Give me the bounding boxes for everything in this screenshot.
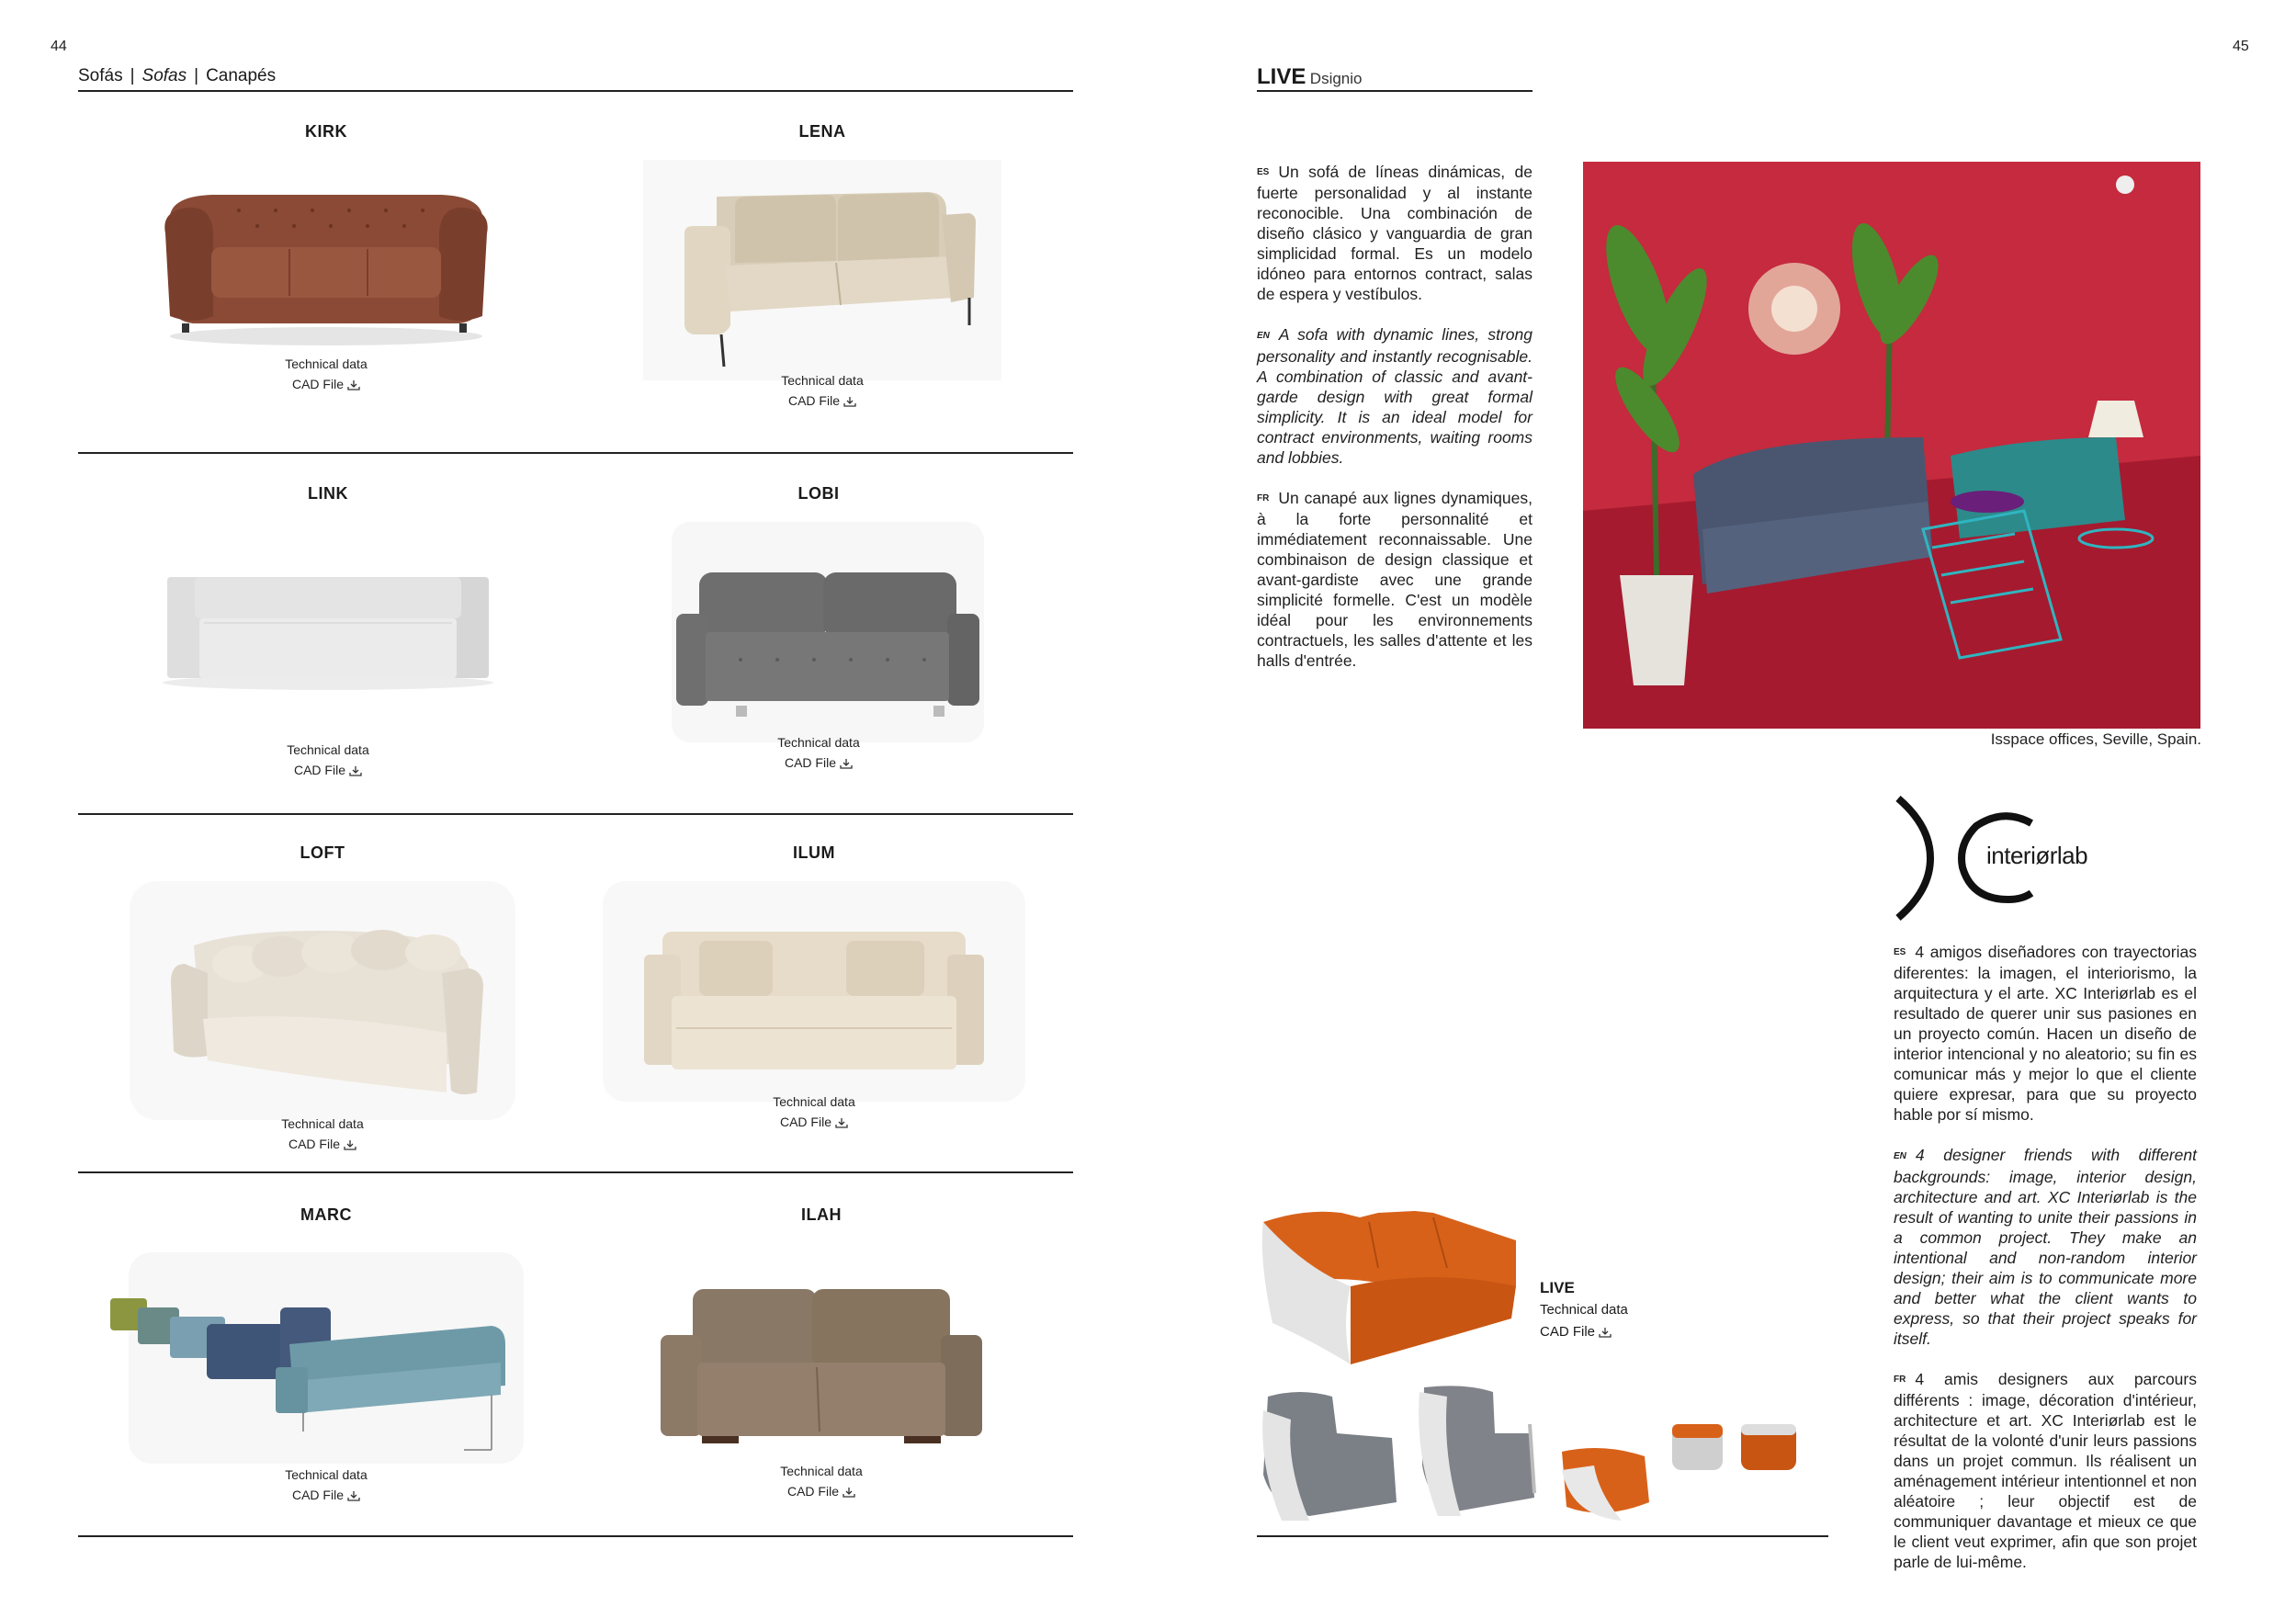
product-ilah bbox=[592, 1205, 1051, 1499]
live-en-text: A sofa with dynamic lines, strong personality and instantly recognisable. A combination of classic and avant-garde design with great formal simplicity. It is an ideal model for contract environments, waiting rooms and lobbies. bbox=[1257, 325, 1533, 467]
live-title: LIVE bbox=[1257, 64, 1306, 89]
download-icon bbox=[843, 396, 856, 407]
live-armchairs-photo bbox=[1254, 1383, 1824, 1530]
live-sofa-photo bbox=[1250, 1185, 1525, 1378]
cad-file-link[interactable] bbox=[593, 393, 1052, 408]
technical-data-link[interactable]: Technical data bbox=[781, 373, 864, 388]
cad-file-link[interactable] bbox=[98, 763, 558, 777]
download-icon bbox=[344, 1139, 356, 1150]
cad-file-label: CAD File bbox=[291, 1488, 344, 1502]
live-fr-text: Un canapé aux lignes dynamiques, à la forte personnalité et immédiatement reconnaissable. Une combinaison de design classique et avant-gardiste avec une grande simplicité formelle. C'est un modèle idéal pour les environnements contractuels, les salles d'attente et les halls d'entrée. bbox=[1257, 488, 1533, 671]
row-divider bbox=[78, 1171, 1073, 1173]
technical-data-link[interactable]: Technical data bbox=[780, 1464, 863, 1478]
product-name: MARC bbox=[300, 1205, 352, 1224]
xc-es-paragraph bbox=[1894, 942, 2197, 1125]
page-number-right: 45 bbox=[2233, 39, 2249, 54]
xc-fr-paragraph bbox=[1894, 1369, 2197, 1572]
room-photo bbox=[1583, 162, 2200, 729]
product-link bbox=[98, 484, 558, 777]
sofa-ilah-photo bbox=[638, 1243, 1005, 1464]
download-icon bbox=[347, 379, 360, 390]
section-header bbox=[78, 66, 1073, 92]
row-divider bbox=[78, 813, 1073, 815]
cad-file-link[interactable] bbox=[592, 1484, 1051, 1499]
separator: | bbox=[130, 66, 135, 85]
sofa-ilum-photo bbox=[603, 881, 1025, 1102]
cad-file-link[interactable] bbox=[93, 1137, 552, 1151]
lang-tag-en: EN bbox=[1257, 330, 1270, 341]
cad-file-link[interactable] bbox=[589, 755, 1048, 770]
section-fr: Canapés bbox=[206, 66, 277, 85]
sofa-kirk-photo bbox=[147, 160, 505, 353]
download-icon bbox=[843, 1487, 855, 1498]
section-en: Sofas bbox=[141, 66, 187, 85]
sofa-lobi-photo bbox=[630, 522, 1007, 742]
product-ilum bbox=[584, 843, 1044, 1129]
download-icon bbox=[1599, 1327, 1612, 1338]
xc-es-text: 4 amigos diseñadores con trayectorias diferentes: la imagen, el interiorismo, la arquitectura y el arte. XC Interiørlab es el resultado de querer unir sus pasiones en un proyecto común. Hacen un diseño de interior intencional y no aleatorio; su fin es comunicar más y mejor lo que el cliente quiere expresar, para que su proyecto hable por sí mismo. bbox=[1894, 943, 2197, 1125]
download-icon bbox=[349, 765, 362, 776]
lang-tag-es: ES bbox=[1257, 167, 1270, 178]
cad-file-label: CAD File bbox=[291, 377, 344, 391]
sofa-lena-photo bbox=[643, 160, 1001, 380]
technical-data-link[interactable]: Technical data bbox=[1540, 1302, 1628, 1318]
xc-logo-text: interiørlab bbox=[1986, 842, 2088, 869]
live-header bbox=[1257, 64, 1533, 92]
product-kirk bbox=[96, 122, 556, 391]
product-name: LENA bbox=[798, 122, 846, 141]
live-fr-paragraph bbox=[1257, 488, 1533, 671]
product-name: ILUM bbox=[793, 843, 835, 862]
lang-tag-es: ES bbox=[1894, 947, 1906, 958]
cad-file-label: CAD File bbox=[784, 755, 836, 770]
xc-en-paragraph bbox=[1894, 1145, 2197, 1348]
download-icon bbox=[840, 758, 853, 769]
sofa-marc-photo bbox=[96, 1243, 556, 1473]
cad-file-link[interactable] bbox=[584, 1114, 1044, 1129]
live-product-name: LIVE bbox=[1540, 1279, 1575, 1296]
product-name: LOFT bbox=[300, 843, 345, 862]
product-lobi bbox=[589, 484, 1048, 770]
live-en-paragraph bbox=[1257, 324, 1533, 467]
technical-data-link[interactable]: Technical data bbox=[281, 1116, 364, 1131]
sofa-link-photo bbox=[149, 568, 507, 696]
product-name: LOBI bbox=[797, 484, 840, 503]
technical-data-link[interactable]: Technical data bbox=[287, 742, 369, 757]
cad-file-link[interactable] bbox=[1540, 1321, 1628, 1343]
live-designer: Dsignio bbox=[1309, 70, 1363, 87]
technical-data-link[interactable]: Technical data bbox=[773, 1094, 855, 1109]
product-lena bbox=[593, 122, 1052, 408]
row-divider bbox=[78, 452, 1073, 454]
product-name: ILAH bbox=[801, 1205, 842, 1224]
lang-tag-en: EN bbox=[1894, 1150, 1906, 1161]
technical-data-link[interactable]: Technical data bbox=[285, 1467, 368, 1482]
cad-file-label: CAD File bbox=[288, 1137, 340, 1151]
technical-data-link[interactable]: Technical data bbox=[285, 356, 368, 371]
xc-description bbox=[1894, 942, 2197, 1592]
cad-file-label: CAD File bbox=[779, 1114, 831, 1129]
live-description bbox=[1257, 162, 1533, 691]
download-icon bbox=[347, 1490, 360, 1501]
product-marc bbox=[96, 1205, 556, 1502]
live-es-paragraph bbox=[1257, 162, 1533, 304]
xc-fr-text: 4 amis designers aux parcours différents : image, décoration d'intérieur, architecture et art. XC Interiørlab est le résultat de la volonté d'unir leurs passions dans un projet commun. Ils réalisent un aménagement intérieur intentionnel et non aléatoire ; leur objectif est de communiquer davantage et mieux ce que le client veut exprimer, afin que son projet parle de lui-même. bbox=[1894, 1369, 2197, 1572]
product-name: LINK bbox=[308, 484, 348, 503]
technical-data-link[interactable]: Technical data bbox=[777, 735, 860, 750]
cad-file-label: CAD File bbox=[1540, 1324, 1596, 1340]
separator: | bbox=[194, 66, 199, 85]
product-name: KIRK bbox=[305, 122, 347, 141]
cad-file-label: CAD File bbox=[786, 1484, 839, 1499]
cad-file-label: CAD File bbox=[787, 393, 840, 408]
xc-interiorlab-logo bbox=[1894, 794, 2132, 922]
bottom-rule bbox=[1257, 1535, 1828, 1537]
row-divider bbox=[78, 1535, 1073, 1537]
photo-caption: Isspace offices, Seville, Spain. bbox=[1990, 730, 2201, 748]
page-number-left: 44 bbox=[51, 39, 67, 54]
live-product-info bbox=[1540, 1277, 1628, 1343]
live-es-text: Un sofá de líneas dinámicas, de fuerte personalidad y al instante reconocible. Una combinación de diseño clásico y vanguardia de gran simplicidad formal. Es un modelo idóneo para entornos contract, salas de espera y vestíbulos. bbox=[1257, 163, 1533, 304]
lang-tag-fr: FR bbox=[1894, 1375, 1906, 1386]
cad-file-link[interactable] bbox=[96, 1488, 556, 1502]
section-es: Sofás bbox=[78, 66, 123, 85]
sofa-loft-photo bbox=[130, 881, 515, 1120]
lang-tag-fr: FR bbox=[1257, 493, 1270, 504]
xc-en-text: 4 designer friends with different backgrounds: image, interior design, architecture and art. XC Interiørlab is the result of wanting to unite their passions in a common project. They make an intentional and non-random interior design; their aim is to communicate more and better what the client wants to express, so that their project speaks for itself. bbox=[1894, 1146, 2197, 1348]
product-loft bbox=[93, 843, 552, 1151]
cad-file-label: CAD File bbox=[293, 763, 345, 777]
cad-file-link[interactable] bbox=[96, 377, 556, 391]
download-icon bbox=[835, 1117, 848, 1128]
